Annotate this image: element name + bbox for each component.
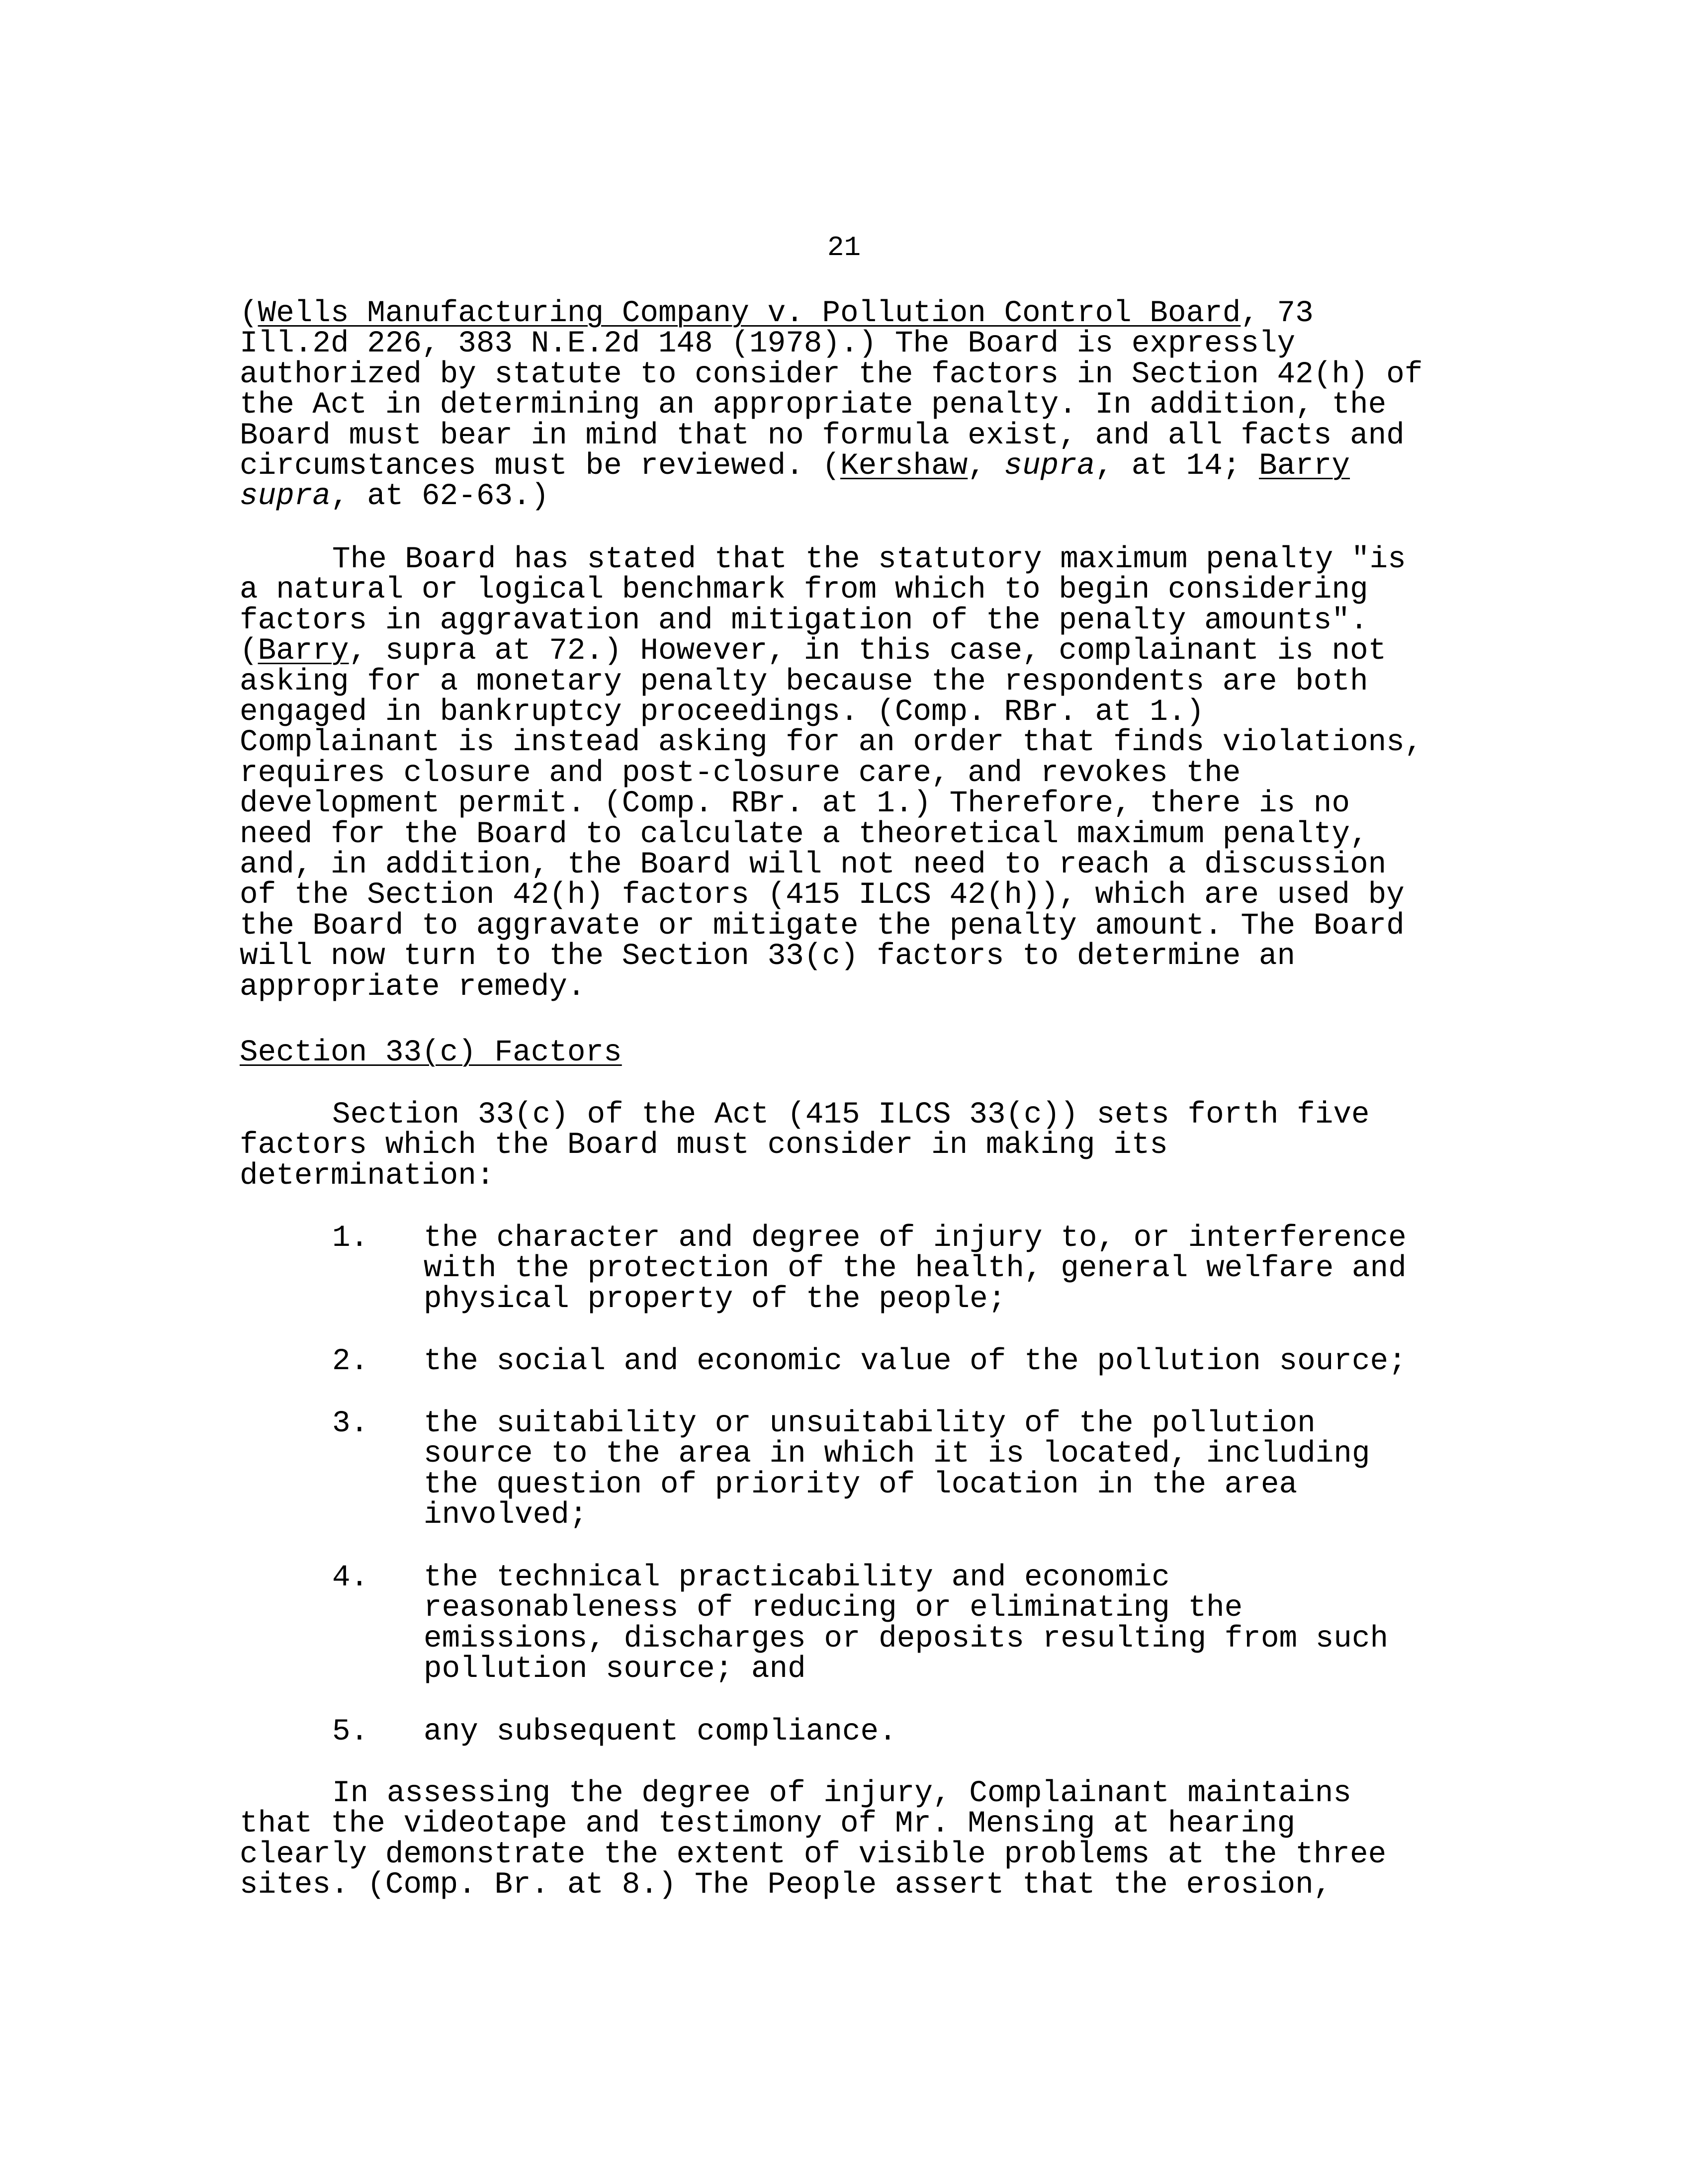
text-line: the question of priority of location in the area — [424, 1467, 1298, 1502]
case-name-barry: Barry — [258, 634, 349, 669]
text-line: any subsequent compliance. — [424, 1715, 897, 1749]
text-line: development permit. (Comp. RBr. at 1.) Therefore, there is no — [240, 786, 1350, 821]
text-line: factors in aggravation and mitigation of the penalty amounts". — [240, 603, 1368, 638]
text-line: the suitability or unsuitability of the pollution — [424, 1406, 1316, 1441]
text-line: the Board to aggravate or mitigate the penalty amount. The Board — [240, 908, 1405, 943]
paragraph-citation — [240, 298, 1512, 512]
text-line: determination: — [240, 1158, 495, 1193]
text-line: the social and economic value of the pollution source; — [424, 1344, 1407, 1379]
text-line: sites. (Comp. Br. at 8.) The People assert that the erosion, — [240, 1868, 1332, 1903]
text-line: requires closure and post-closure care, and revokes the — [240, 756, 1241, 790]
text-run: ( — [240, 634, 258, 669]
text-line: factors which the Board must consider in making its — [240, 1128, 1168, 1163]
text-line: will now turn to the Section 33(c) factors to determine an — [240, 939, 1296, 974]
case-name-kershaw: Kershaw — [840, 449, 968, 484]
text-line: that the videotape and testimony of Mr. Mensing at hearing — [240, 1807, 1296, 1841]
text-line: Board must bear in mind that no formula exist, and all facts and — [240, 418, 1405, 453]
text-line: reasonableness of reducing or eliminating the — [424, 1591, 1243, 1626]
list-number: 3. — [332, 1406, 369, 1441]
text-line: of the Section 42(h) factors (415 ILCS 42(h)), which are used by — [240, 878, 1405, 913]
text-line: pollution source; and — [424, 1652, 806, 1687]
text-line: with the protection of the health, general welfare and — [424, 1251, 1407, 1286]
text-line: Ill.2d 226, 383 N.E.2d 148 (1978).) The Board is expressly — [240, 327, 1296, 361]
text-line: a natural or logical benchmark from which to begin considering — [240, 573, 1368, 608]
text-line: the character and degree of injury to, or interference — [424, 1221, 1407, 1255]
text-line: Complainant is instead asking for an order that finds violations, — [240, 725, 1423, 760]
text-line: engaged in bankruptcy proceedings. (Comp. RBr. at 1.) — [240, 695, 1205, 730]
text-line: Section 33(c) of the Act (415 ILCS 33(c)) sets forth five — [332, 1098, 1370, 1132]
text-line: physical property of the people; — [424, 1282, 1006, 1316]
list-text — [424, 1717, 897, 1747]
list-number: 5. — [332, 1715, 369, 1749]
section-heading-block — [240, 1038, 1512, 1068]
text-line: clearly demonstrate the extent of visible problems at the three — [240, 1837, 1387, 1872]
text-line — [240, 449, 1512, 484]
text-line: (Wells Manufacturing Company v. Pollution Control Board, 73 — [240, 296, 1314, 331]
text-run: circumstances must be reviewed. ( — [240, 449, 840, 484]
list-number: 1. — [332, 1221, 369, 1255]
text-line: appropriate remedy. — [240, 969, 586, 1004]
text-line — [240, 634, 1512, 669]
text-line: need for the Board to calculate a theoretical maximum penalty, — [240, 817, 1368, 852]
list-text — [424, 1346, 1407, 1377]
text-line: the technical practicability and economic — [424, 1561, 1170, 1595]
paragraph-section-33c — [240, 1100, 1512, 1191]
text-line: In assessing the degree of injury, Complainant maintains — [332, 1776, 1351, 1811]
list-text — [424, 1408, 1370, 1531]
section-heading: Section 33(c) Factors — [240, 1036, 622, 1070]
text-line: authorized by statute to consider the factors in Section 42(h) of — [240, 357, 1423, 392]
text-line — [240, 481, 1512, 512]
text-line: The Board has stated that the statutory maximum penalty "is — [332, 542, 1406, 577]
case-name-barry: Barry — [1258, 449, 1350, 484]
paragraph-injury — [240, 1778, 1512, 1901]
text-run: , at 14; — [1095, 449, 1259, 484]
list-text — [424, 1223, 1407, 1314]
text-line: emissions, discharges or deposits resulting from such — [424, 1621, 1389, 1656]
paragraph-penalty — [240, 544, 1512, 1002]
page-number: 21 — [827, 232, 861, 263]
list-text — [424, 1563, 1388, 1685]
text-run: , supra at 72.) However, in this case, complainant is not — [349, 634, 1387, 669]
text-line: source to the area in which it is located, including — [424, 1437, 1370, 1472]
italic-supra: supra — [1004, 449, 1095, 484]
text-run: , at 62-63.) — [331, 479, 549, 514]
text-line: the Act in determining an appropriate penalty. In addition, the — [240, 388, 1387, 423]
text-line: asking for a monetary penalty because the respondents are both — [240, 664, 1368, 699]
list-number: 4. — [332, 1561, 369, 1595]
case-name-wells: Wells Manufacturing Company v. Pollution Control Board — [258, 296, 1241, 331]
text-line: involved; — [424, 1498, 588, 1533]
text-line: and, in addition, the Board will not need to reach a discussion — [240, 848, 1387, 882]
text-run: , — [968, 449, 1004, 484]
italic-supra: supra — [240, 479, 331, 514]
list-number: 2. — [332, 1344, 369, 1379]
